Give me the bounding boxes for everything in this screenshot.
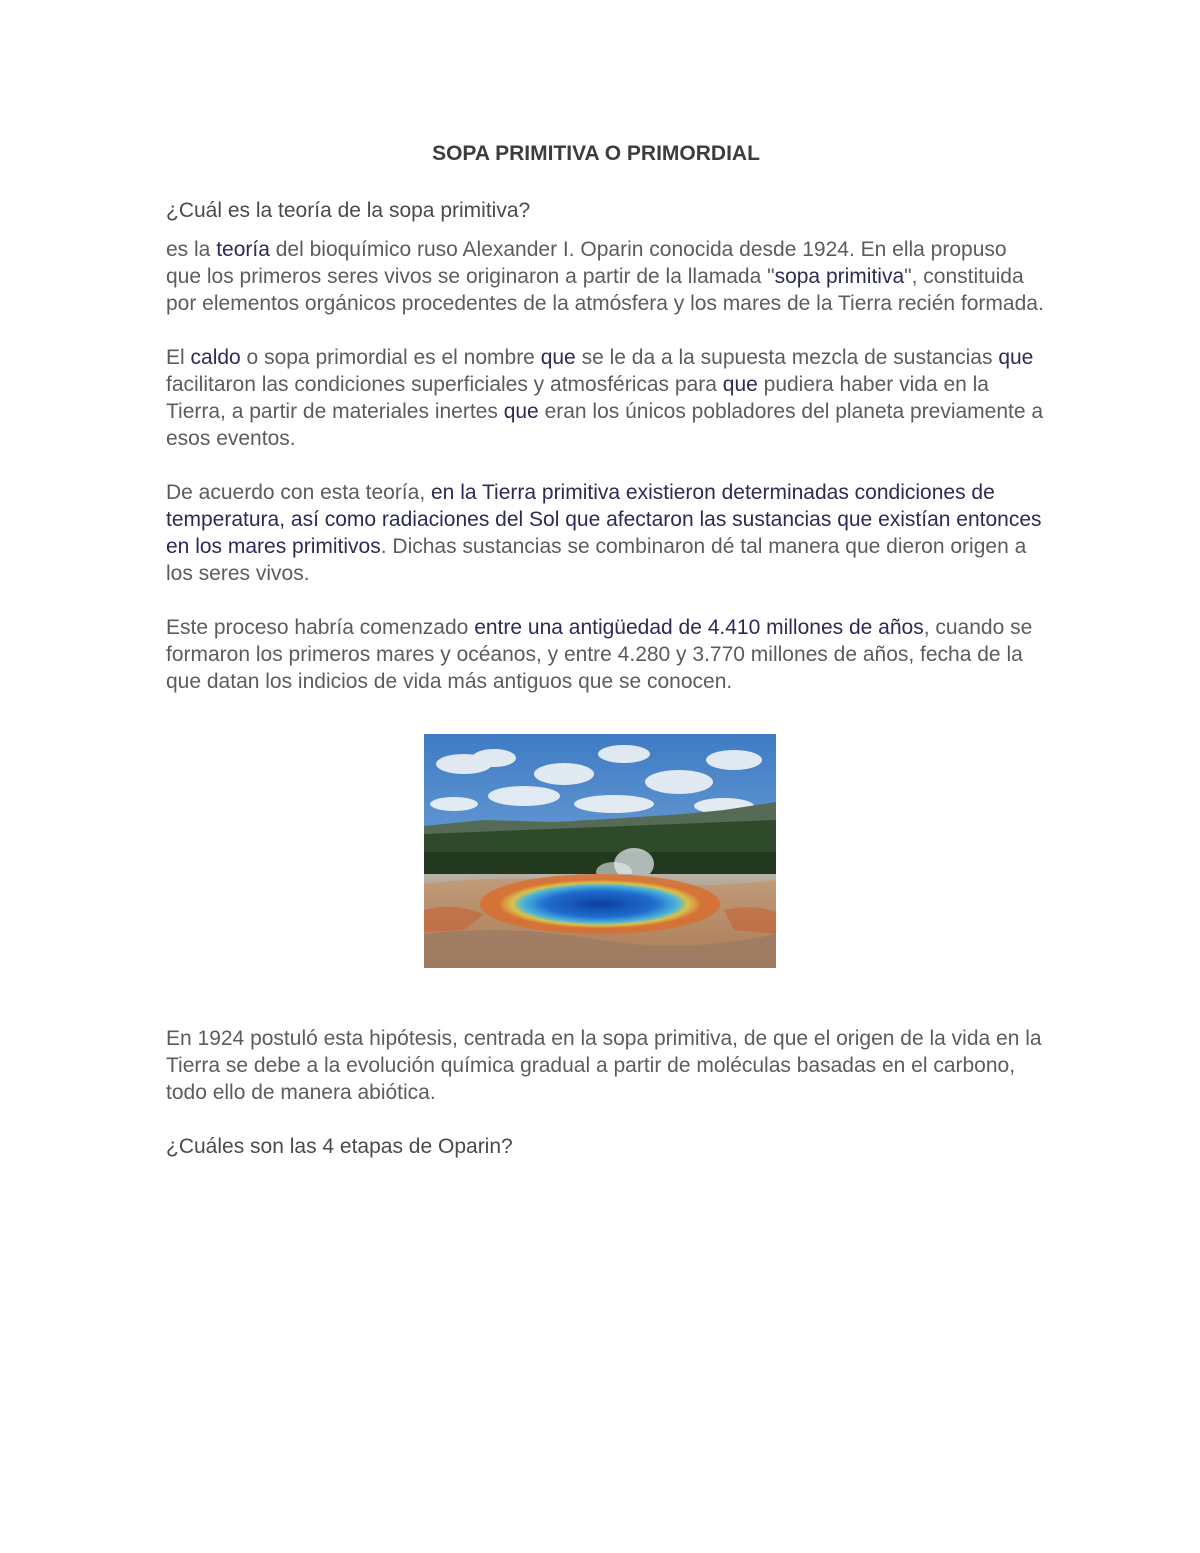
paragraph-3-text-c: . Dichas sustancias se combinaron dé tal manera que dieron origen a los seres vivos. <box>166 535 1027 585</box>
paragraph-2-highlight-que-4: que <box>503 400 539 423</box>
paragraph-2 <box>166 344 1046 452</box>
paragraph-4-highlight: entre una antigüedad de 4.410 millones de años <box>474 616 924 639</box>
paragraph-3-text-a: De acuerdo con esta teoría, <box>166 481 431 504</box>
paragraph-4-text-c: , cuando se formaron los primeros mares y océanos, y entre 4.280 y 3.770 millones de años, fecha de la que datan los indicios de vida más antiguos que se conocen. <box>166 616 1033 693</box>
paragraph-2-highlight-que-3: que <box>722 373 758 396</box>
paragraph-4-text-a: Este proceso habría comenzado <box>166 616 475 639</box>
paragraph-2-text-g: facilitaron las condiciones superficiales y atmosféricas para <box>166 373 723 396</box>
paragraph-3 <box>166 479 1046 587</box>
paragraph-2-text-e: se le da a la supuesta mezcla de sustancias <box>575 346 999 369</box>
paragraph-2-highlight-caldo: caldo <box>190 346 241 369</box>
hot-spring-photo <box>424 734 776 968</box>
hot-spring-photo-image <box>424 734 776 968</box>
paragraph-1 <box>166 236 1046 317</box>
paragraph-1-text-e: ", constituida por elementos orgánicos procedentes de la atmósfera y los mares de la Tierra recién formada. <box>166 265 1044 315</box>
page-title: SOPA PRIMITIVA O PRIMORDIAL <box>432 142 760 165</box>
paragraph-1-text-c: del bioquímico ruso Alexander I. Oparin conocida desde 1924. En ella propuso que los primeros seres vivos se originaron a partir de la llamada " <box>166 238 1007 288</box>
paragraph-2-text-a: El <box>166 346 191 369</box>
paragraph-4 <box>166 614 1046 695</box>
paragraph-2-text-k: eran los únicos pobladores del planeta previamente a esos eventos. <box>166 400 1044 450</box>
document-body <box>166 140 1046 1160</box>
paragraph-1-text-a: es la <box>166 238 217 261</box>
question-heading-2: ¿Cuáles son las 4 etapas de Oparin? <box>166 1135 513 1158</box>
paragraph-2-highlight-que-1: que <box>540 346 576 369</box>
paragraph-5: En 1924 postuló esta hipótesis, centrada en la sopa primitiva, de que el origen de la vida en la Tierra se debe a la evolución química gradual a partir de moléculas basadas en el carbono, todo ello de manera abiótica. <box>166 1027 1042 1104</box>
paragraph-1-link-teoria: teoría <box>216 238 270 261</box>
paragraph-2-highlight-que-2: que <box>998 346 1034 369</box>
paragraph-2-text-i: pudiera haber vida en la Tierra, a partir de materiales inertes <box>166 373 989 423</box>
paragraph-1-highlight-sopa: sopa primitiva <box>774 265 905 288</box>
paragraph-3-highlight: en la Tierra primitiva existieron determinadas condiciones de temperatura, así como radiaciones del Sol que afectaron las sustancias que existían entonces en los mares primitivos <box>166 481 1042 558</box>
paragraph-2-text-c: o sopa primordial es el nombre <box>240 346 541 369</box>
question-heading-1: ¿Cuál es la teoría de la sopa primitiva? <box>166 199 531 222</box>
